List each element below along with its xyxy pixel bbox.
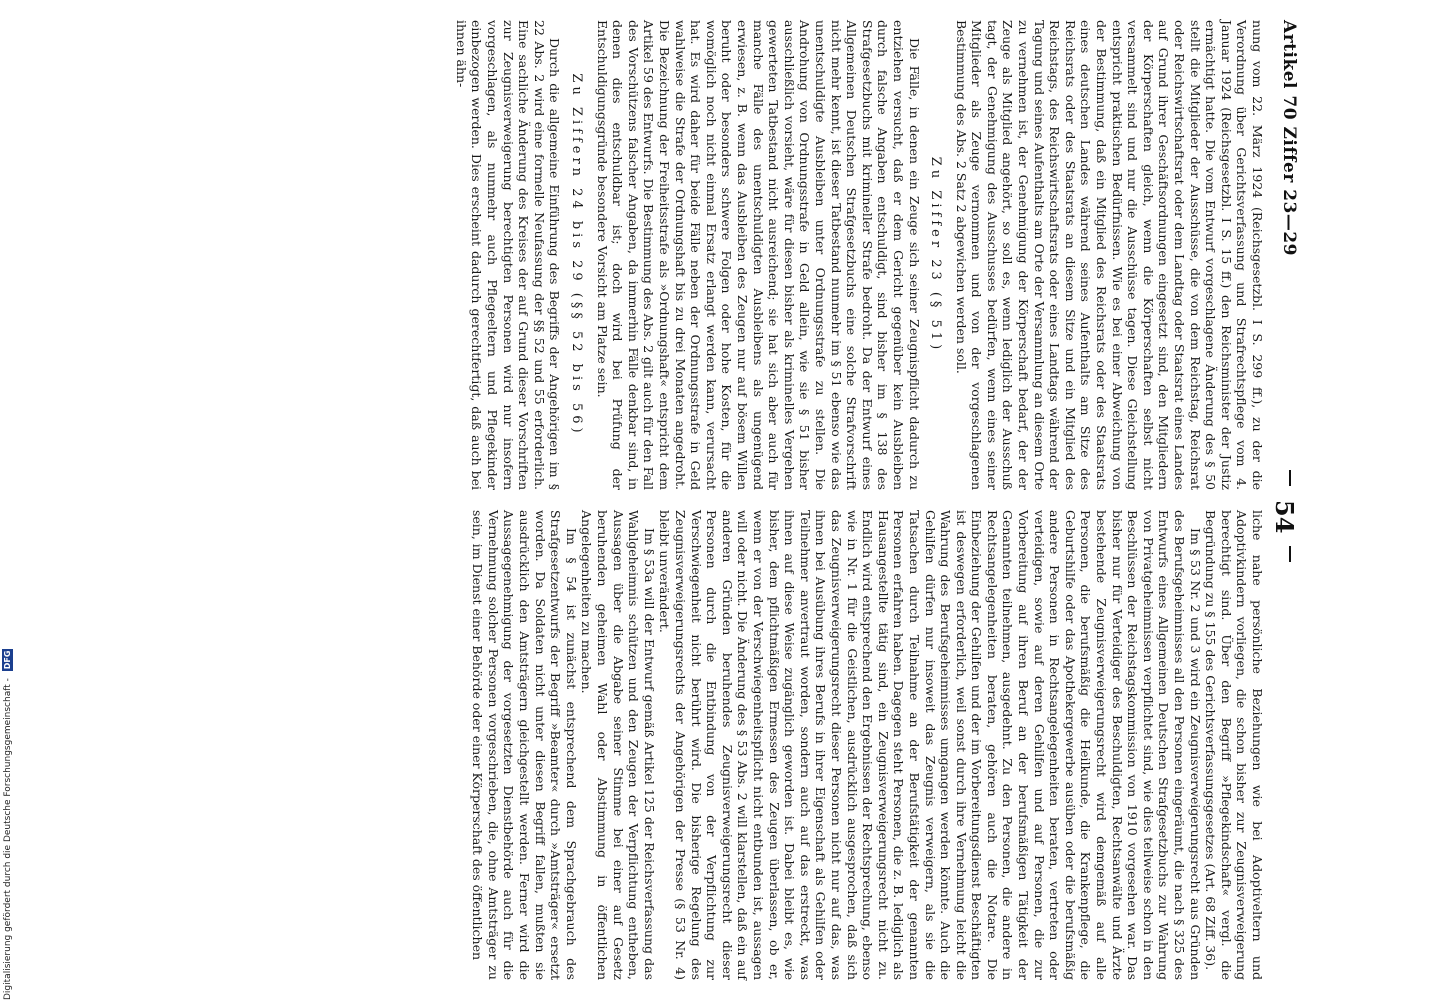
dfg-logo: DFG xyxy=(3,650,12,670)
right-column xyxy=(470,510,1265,980)
document-page xyxy=(147,0,1307,1000)
running-title: Artikel 70 Ziffer 23—29 xyxy=(1279,20,1299,257)
right-paragraph-1: liche nahe persönliche Beziehungen wie bei Adoptiveltern und Adoptivkindern vorliegen, die schon bisher zur Zeugnisverweigerung berechtigt sind. Über den Begriff »Pflegekindschaft« vergl. die Begründung zu § 155 des Gerichtsverfassungsgesetzes (Art. 68 Ziff. 36). xyxy=(1203,510,1265,980)
right-paragraph-3: Im § 53a will der Entwurf gemäß Artikel 125 der Reichsverfassung das Wahlgeheimnis schützen und den Zeugen der Verpflichtung entheben, Aussagen über die Abgabe seiner Stimme bei einer auf Gesetz beruhenden geheimen Wahl oder Abstimmung in öffentlichen Angelegenheiten zu machen. xyxy=(579,510,657,980)
section-heading-ziffern-24-29: Zu Ziffern 24 bis 29 (§§ 52 bis 56) xyxy=(569,73,585,437)
page-number-dash-right xyxy=(1289,546,1291,562)
right-paragraph-4: Im § 54 ist zunächst entsprechend dem Sprachgebrauch des Strafgesetzentwurfs der Begriff »Beamter« durch »Amtsträger« ersetzt worden. Da Soldaten nicht unter diesen Begriff fallen, mußten sie ausdrücklich den Amtsträgern gleichgestellt werden. Ferner wird die Aussagegenehmigung der vorgesetzten Dienstbehörde auch für die Vernehmung solcher Personen vorgeschrieben, die, ohne Amtsträger zu sein, im Dienst einer Behörde oder einer Körperschaft des öffentlichen xyxy=(470,510,579,980)
digitization-note: Digitalisierung gefördert durch die Deutsche Forschungsgemeinschaft - xyxy=(3,678,13,1000)
page-number: 54 xyxy=(1270,500,1299,534)
page-header xyxy=(1269,0,1299,1000)
left-paragraph-2: Die Fälle, in denen ein Zeuge sich seiner Zeugnispflicht dadurch zu entziehen versucht, daß er dem Gericht gegenüber kein Ausbleiben durch falsche Angaben entschuldigt, sind bisher im § 138 des Strafgesetzbuchs mit krimineller Strafe bedroht. Da der Entwurf eines Allgemeinen Deutschen Strafgesetzbuchs eine solche Strafvorschrift nicht mehr kennt, ist dieser Tatbestand nunmehr im § 51 ebenso wie das unentschuldigte Ausbleiben unter Ordnungsstrafe zu stellen. Die Androhung von Ordnungsstrafe in Geld allein, wie sie § 51 bisher ausschließlich vorsieht, wäre für diesen bisher als kriminelles Vergehen gewerteten Tatbestand nicht ausreichend; sie hat sich aber auch für manche Fälle des unentschuldigten Ausbleibens als ungenügend erwiesen, z. B. wenn das Ausbleiben des Zeugen nur auf bösem Willen beruht oder besonders schwere Folgen oder hohe Kosten, für die womöglich noch nicht einmal Ersatz erlangt werden kann, verursacht hat. Es wird daher für beide Fälle neben der Ordnungsstrafe in Geld wahlweise die Strafe der Ordnungshaft bis zu drei Monaten angedroht. Die Bezeichnung der Freiheitsstrafe als »Ordnungshaft« entspricht dem Artikel 59 des Entwurfs. Die Bestimmung des Abs. 2 gilt auch für den Fall des Vorschützens falscher Angaben, da immerhin Fälle denkbar sind, in denen dies entschuldbar ist; doch wird bei Prüfung der Entschuldigungsgründe besondere Vorsicht am Platze sein. xyxy=(594,20,922,490)
left-paragraph-3: Durch die allgemeine Einführung des Begriffs der Angehörigen im § 22 Abs. 2 wird eine formelle Neufassung der §§ 52 und 55 erforderlich. Eine sachliche Änderung des Kreises der auf Grund dieser Vorschriften zur Zeugnisverweigerung berechtigten Personen wird nur insofern vorgeschlagen, als nunmehr auch Pflegeeltern und Pflegekinder einbezogen werden. Dies erscheint dadurch gerechtfertigt, daß auch bei ihnen ähn- xyxy=(453,20,563,490)
digitization-footer xyxy=(2,0,13,1000)
left-column xyxy=(453,20,1265,490)
left-paragraph-1: nung vom 22. März 1924 (Reichsgesetzbl. I S. 299 ff.), zu der die Verordnung über Gerichtsverfassung und Strafrechtspflege vom 4. Januar 1924 (Reichsgesetzbl. I S. 15 ff.) den Reichsminister der Justiz ermächtigt hatte. Die vom Entwurf vorgeschlagene Änderung des § 50 stellt die Mitglieder der Ausschüsse, die von dem Reichstag, Reichsrat oder Reichswirtschaftsrat oder dem Landtag oder Staatsrat eines Landes auf Grund ihrer Geschäftsordnungen eingesetzt sind, den Mitgliedern der Körperschaften gleich, wenn die Körperschaften selbst nicht versammelt sind und nur die Ausschüsse tagen. Diese Gleichstellung entspricht praktischen Bedürfnissen. Wie es bei einer Abweichung von der Bestimmung, daß ein Mitglied des Reichsrats oder des Staatsrats eines deutschen Landes während seines Aufenthalts am Sitze des Reichsrats oder des Staatsrats an diesem Sitze und ein Mitglied des Reichstags, des Reichswirtschaftsrats oder eines Landtags während der Tagung und seines Aufenthalts am Orte der Versammlung an diesem Orte zu vernehmen ist, der Genehmigung der Körperschaft bedarf, der der Zeuge als Mitglied angehört, so soll es, wenn lediglich der Ausschuß tagt, der Genehmigung des Ausschusses bedürfen, wenn eines seiner Mitglieder als Zeuge vernommen und von der vorgeschlagenen Bestimmung des Abs. 2 Satz 2 abgewichen werden soll. xyxy=(953,20,1265,490)
page-number-dash-left xyxy=(1289,470,1291,486)
section-heading-ziffer-23: Zu Ziffer 23 (§ 51) xyxy=(928,156,944,354)
right-paragraph-2: Im § 53 Nr. 2 und 3 wird ein Zeugnisverweigerungsrecht aus Gründen des Berufsgeheimnisses all den Personen eingeräumt, die nach § 325 des Entwurfs eines Allgemeinen Deutschen Strafgesetzbuchs zur Wahrung von Privatgeheimnissen verpflichtet sind, wie dies teilweise schon in den Beschlüssen der Reichstagskommission von 1910 vorgesehen war. Das bisher nur für Verteidiger des Beschuldigten, Rechtsanwälte und Ärzte bestehende Zeugnisverweigerungsrecht wird demgemäß auf alle Personen, die berufsmäßig die Heilkunde, die Krankenpflege, die Geburtshilfe oder das Apothekergewerbe ausüben oder die berufsmäßig andere Personen in Rechtsangelegenheiten beraten, vertreten oder verteidigen, sowie auf deren Gehilfen und auf Personen, die zur Vorbereitung auf ihren Beruf an der berufsmäßigen Tätigkeit der Genannten teilnehmen, ausgedehnt. Zu den Personen, die andere in Rechtsangelegenheiten beraten, gehören auch die Notare. Die Einbeziehung der Gehilfen und der im Vorbereitungsdienst Beschäftigten ist deswegen erforderlich, weil sonst durch ihre Vernehmung leicht die Wahrung des Berufsgeheimnisses umgangen werden könnte. Auch die Gehilfen dürfen nur insoweit das Zeugnis verweigern, als sie die Tatsachen durch Teilnahme an der Berufstätigkeit der genannten Personen erfahren haben. Dagegen steht Personen, die z. B. lediglich als Hausangestellte tätig sind, ein Zeugnisverweigerungsrecht nicht zu. Endlich wird entsprechend den Ergebnissen der Rechtsprechung, ebenso wie in Nr. 1 für die Geistlichen, ausdrücklich ausgesprochen, daß sich das Zeugnisverweigerungsrecht dieser Personen nicht nur auf das, was ihnen bei Ausübung ihres Berufs in ihrer Eigenschaft als Gehilfen oder Teilnehmer anvertraut worden, sondern auch auf das erstreckt, was ihnen auf diese Weise zugänglich geworden ist. Dabei bleibt es, wie bisher, dem pflichtmäßigen Ermessen des Zeugen überlassen, ob er, wenn er von der Verschwiegenheitspflicht nicht entbunden ist, aussagen will oder nicht. Die Änderung des § 53 Abs. 2 will klarstellen, daß ein auf anderen Gründen beruhendes Zeugnisverweigerungsrecht dieser Personen durch die Entbindung von der Verpflichtung zur Verschwiegenheit nicht berührt wird. Die bisherige Regelung des Zeugnisverweigerungsrechts der Angehörigen der Presse (§ 53 Nr. 4) bleibt unverändert. xyxy=(657,510,1203,980)
